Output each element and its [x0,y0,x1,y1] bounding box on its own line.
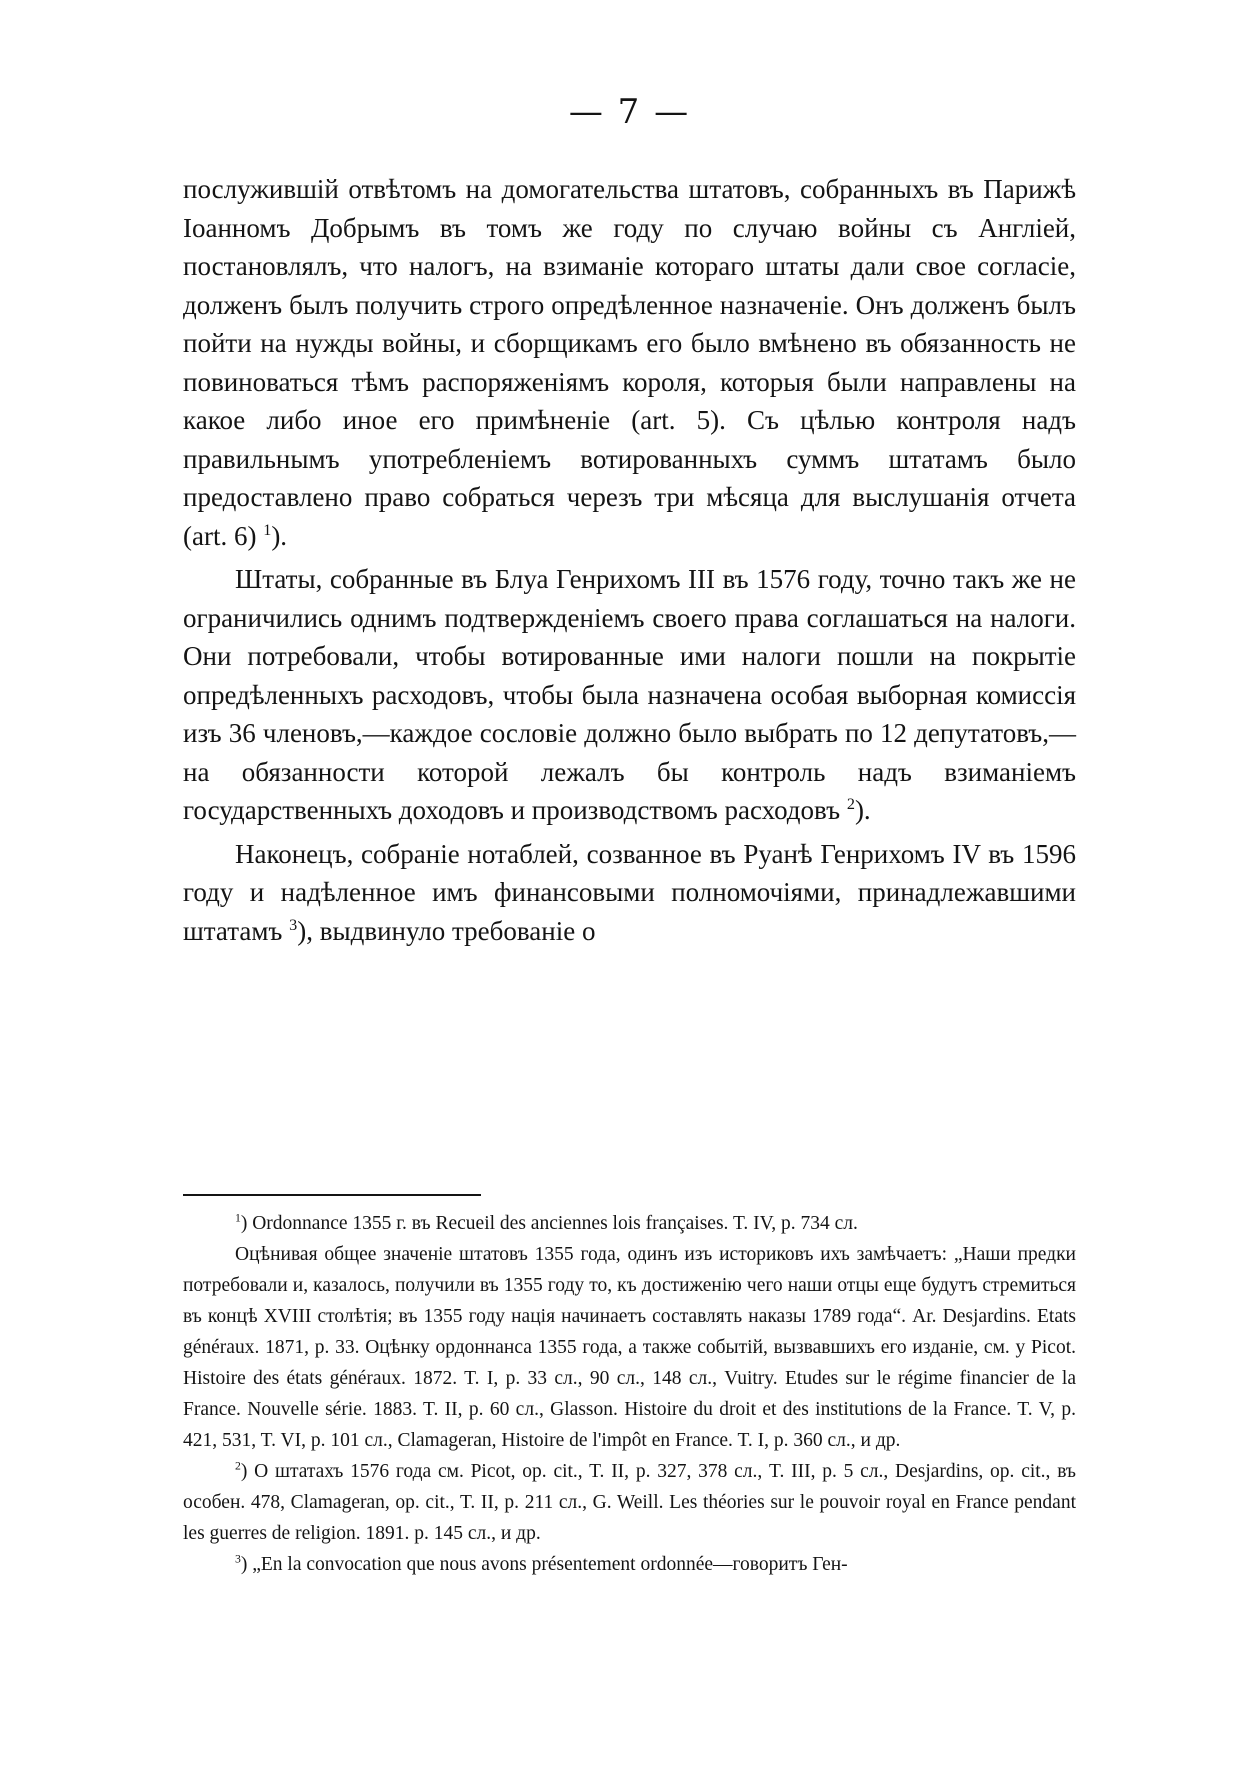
footnote: $^2$) О штатахъ 1576 года см. Picot, op. cit., T. II, p. 327, 378 сл., T. III, p. 5 сл., Desjardins, op. cit., въ особен. 478, Clamageran, op. cit., T. II, p. 211 сл., G. Weill. Les théories sur le pouvoir royal en France pendant les guerres de religion. 1891. p. 145 сл., и др. [183,1459,1076,1544]
footnote-marker: 2 [235,1459,241,1473]
footnote: $^3$) „En la convocation que nous avons présentement ordonnée—говоритъ Ген- [235,1552,848,1575]
paragraph: Штаты, собранные въ Блуа Генрихомъ III въ 1576 году, точно такъ же не ограничились однимъ подтвержденіемъ своего права соглашаться на налоги. Они потребовали, чтобы вотированные ими налоги пошли на покрытіе опредѣленныхъ расходовъ, чтобы была назначена особая выборная комиссія изъ 36 членовъ,—каждое сословіе должно было выбрать по 12 депутатовъ,—на обязанности которой лежалъ бы контроль надъ взиманіемъ государственныхъ доходовъ и производствомъ расходовъ $^2$). [183,564,1076,825]
footnote-ref: 2 [846,795,855,813]
paragraph: Наконецъ, собраніе нотаблей, созванное въ Руанѣ Генрихомъ IV въ 1596 году и надѣленное имъ финансовыми полномочіями, принадлежавшими штатамъ $^3$), выдвинуло требованіе о [183,838,1076,946]
main-text [183,170,1076,950]
footnote-ref: 3 [289,915,298,934]
footnotes [183,1208,1076,1580]
footnote-ref: 1 [263,520,272,539]
page-number: — 7 — [568,92,691,132]
footnote-marker: 1 [235,1211,241,1225]
footnote-continuation: Оцѣнивая общее значеніе штатовъ 1355 года, одинъ изъ историковъ ихъ замѣчаетъ: „Наши предки потребовали и, казалось, получили въ 1355 году то, къ достиженію чего наши отцы еще будутъ стремиться въ концѣ XVIII столѣтія; въ 1355 году нація начинаетъ составлять наказы 1789 года“. Ar. Desjardins. Etats généraux. 1871, p. 33. Оцѣнку ордоннанса 1355 года, а также событій, вызвавшихъ его изданіе, см. у Picot. Histoire des états généraux. 1872. T. I, p. 33 сл., 90 сл., 148 сл., Vuitry. Etudes sur le régime financier de la France. Nouvelle série. 1883. T. II, p. 60 сл., Glasson. Histoire du droit et des institutions de la France. T. V, p. 421, 531, T. VI, p. 101 сл., Clamageran, Histoire de l'impôt en France. T. I, p. 360 сл., и др. [183,1244,1076,1451]
footnote-divider [183,1194,481,1196]
paragraph: послужившій отвѣтомъ на домогательства штатовъ, собранныхъ въ Парижѣ Іоанномъ Добрымъ въ томъ же году по случаю войны съ Англіей, постановлялъ, что налогъ, на взиманіе котораго штаты дали свое согласіе, долженъ былъ получить строго опредѣленное назначеніе. Онъ долженъ былъ пойти на нужды войны, и сборщикамъ его было вмѣнено въ обязанность не повиноваться тѣмъ распоряженіямъ короля, которыя были направлены на какое либо иное его примѣненіе (art. 5). Съ цѣлью контроля надъ правильнымъ употребленіемъ вотированныхъ суммъ штатамъ было предоставлено право собраться черезъ три мѣсяца для выслушанія отчета (art. 6) $^1$). [183,174,1076,551]
footnote: $^1$) Ordonnance 1355 г. въ Recueil des anciennes lois françaises. T. IV, p. 734 сл. [235,1211,858,1234]
footnote-marker: 3 [235,1552,241,1566]
